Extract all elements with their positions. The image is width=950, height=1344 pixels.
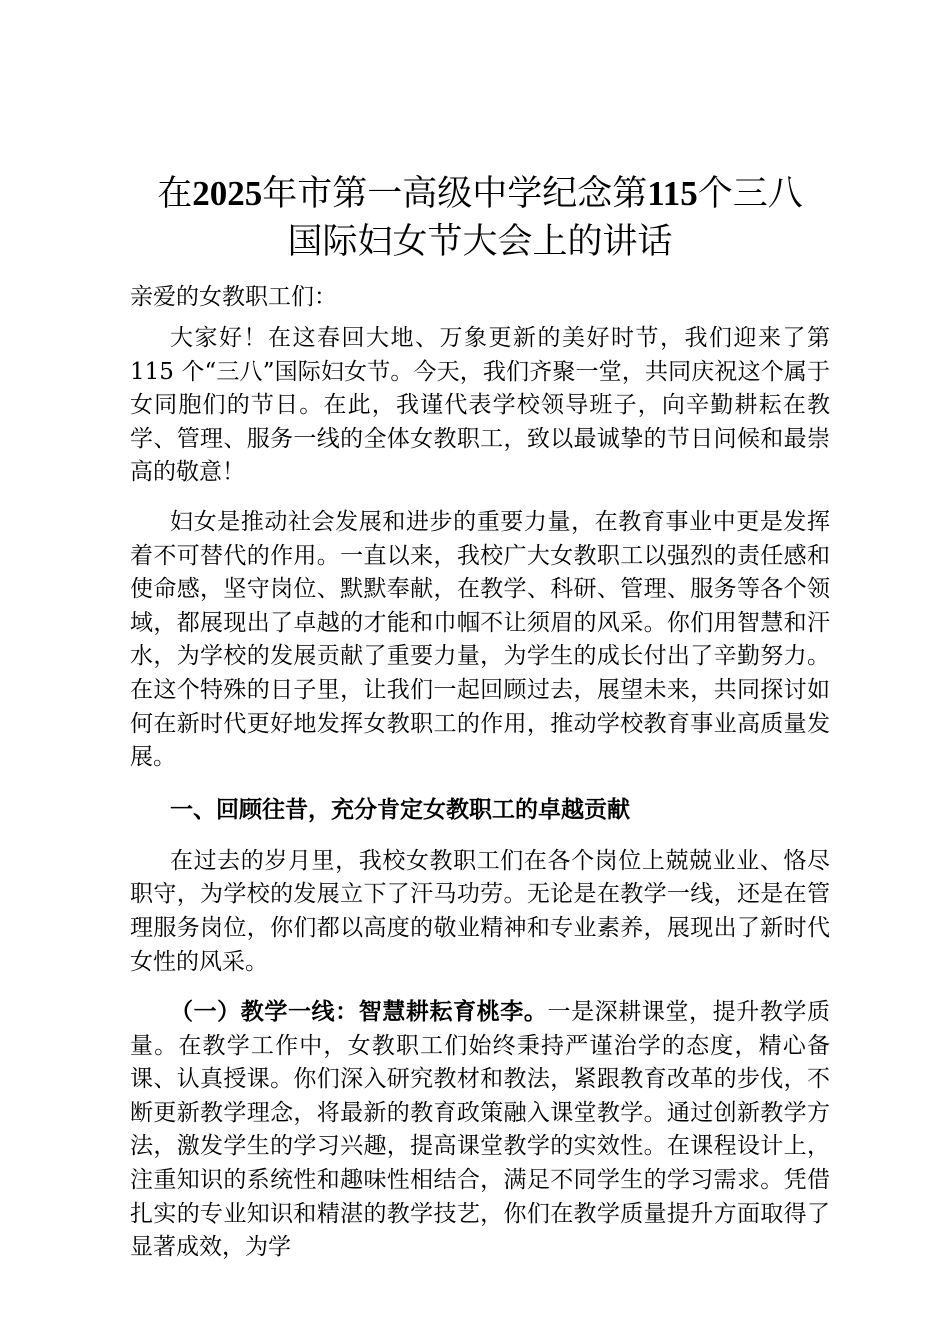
title-line1-end: 个三八 xyxy=(697,174,803,214)
title-prefix: 在 xyxy=(157,174,193,214)
title-year: 2025 xyxy=(192,174,263,213)
greeting: 亲爱的女教职工们： xyxy=(130,284,337,310)
title-middle: 年市第一高级中学纪念第 xyxy=(262,174,648,214)
paragraph-intro: 大家好！在这春回大地、万象更新的美好时节，我们迎来了第 115 个“三八”国际妇女节。今天，我们齐聚一堂，共同庆祝这个属于女同胞们的节日。在此，我谨代表学校领导班子，向辛勤耕耘在教学、管理、服务一线的全体女教职工，致以最诚挚的节日问候和最崇高的敬意！ xyxy=(130,325,830,486)
paragraph-role: 妇女是推动社会发展和进步的重要力量，在教育事业中更是发挥着不可替代的作用。一直以来，我校广大女教职工以强烈的责任感和使命感，坚守岗位、默默奉献，在教学、科研、管理、服务等各个领域，都展现出了卓越的才能和巾帼不让须眉的风采。你们用智慧和汗水，为学校的发展贡献了重要力量，为学生的成长付出了辛勤努力。在这个特殊的日子里，让我们一起回顾过去，展望未来，共同探讨如何在新时代更好地发挥女教职工的作用，推动学校教育事业高质量发展。 xyxy=(130,508,830,771)
title-number: 115 xyxy=(647,174,698,213)
document-title xyxy=(100,170,860,266)
document-page xyxy=(130,170,830,1265)
section-1-paragraph: 在过去的岁月里，我校女教职工们在各个岗位上兢兢业业、恪尽职守，为学校的发展立下了汗马功劳。无论是在教学一线，还是在管理服务岗位，你们都以高度的敬业精神和专业素养，展现出了新时代女性的风采。 xyxy=(130,847,830,975)
subsection-1-paragraph xyxy=(130,995,830,1265)
title-line2: 国际妇女节大会上的讲话 xyxy=(287,222,673,262)
subsection-1-text: 一是深耕课堂，提升教学质量。在教学工作中，女教职工们始终秉持严谨治学的态度，精心备课、认真授课。你们深入研究教材和教法，紧跟教育改革的步伐，不断更新教学理念，将最新的教育政策融入课堂教学。通过创新教学方法，激发学生的学习兴趣，提高课堂教学的实效性。在课程设计上，注重知识的系统性和趣味性相结合，满足不同学生的学习需求。凭借扎实的专业知识和精湛的教学技艺，你们在教学质量提升方面取得了显著成效，为学 xyxy=(130,999,831,1261)
section-heading-1: 一、回顾往昔，充分肯定女教职工的卓越贡献 xyxy=(170,795,630,823)
subsection-heading-1: （一）教学一线：智慧耕耘育桃李。 xyxy=(170,998,548,1026)
